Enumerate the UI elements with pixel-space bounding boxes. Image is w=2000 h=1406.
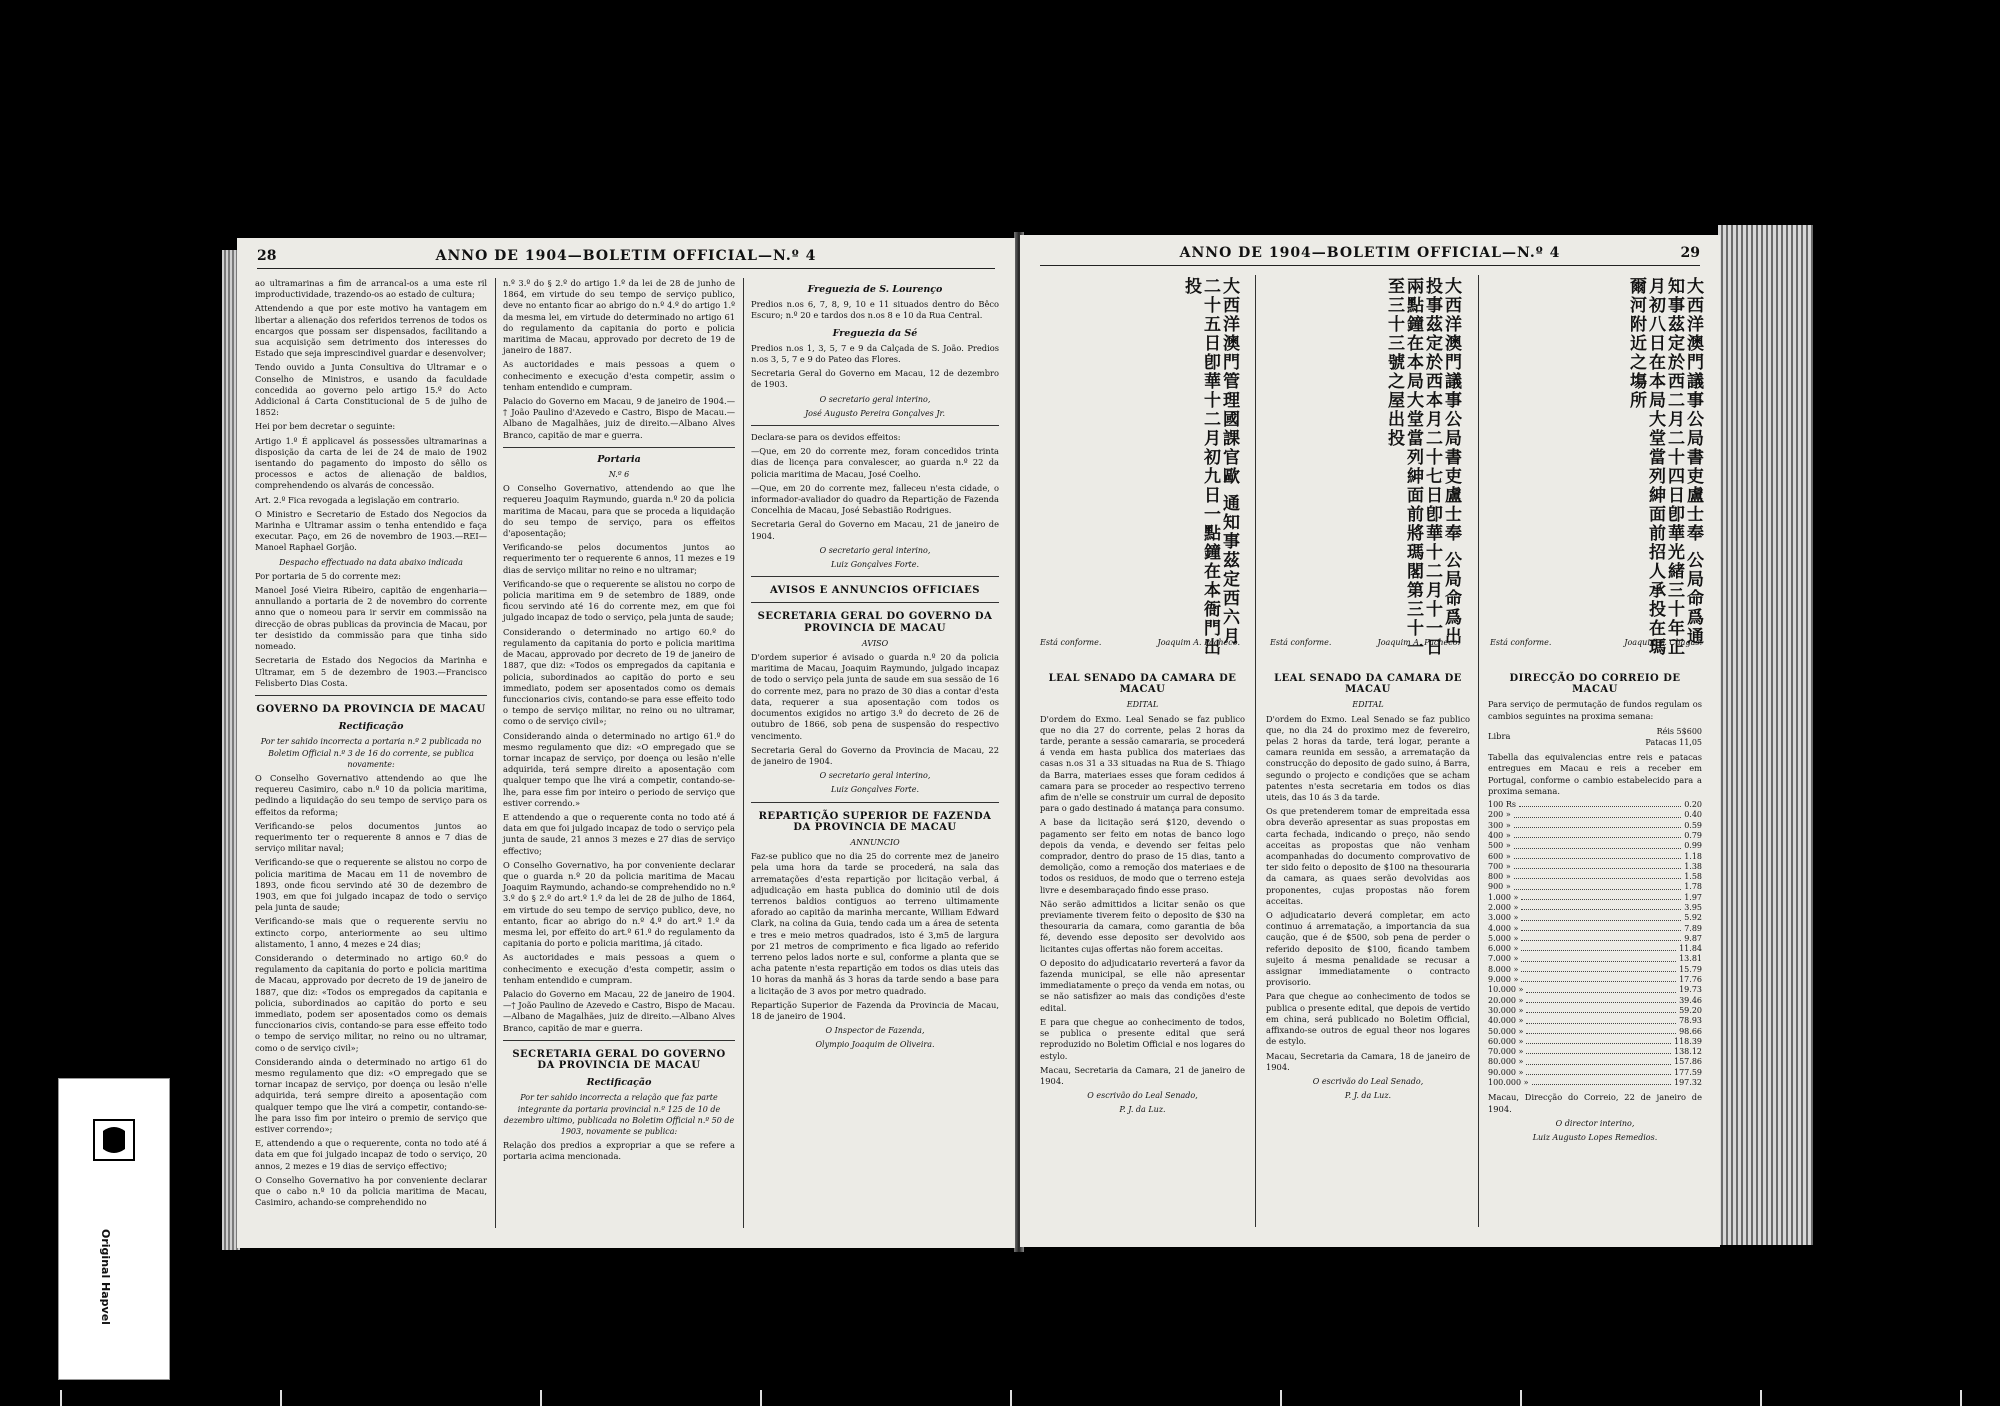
leader-dots: [1521, 913, 1681, 920]
patacas-amount: 78.93: [1679, 1016, 1702, 1026]
paragraph: Secretaria Geral do Governo em Macau, 12 de dezembro de 1903.: [751, 368, 999, 390]
edge-mark: [760, 1390, 762, 1406]
leader-dots: [1514, 831, 1681, 838]
patacas-amount: 1.38: [1684, 861, 1702, 871]
libra-values: [1645, 726, 1702, 748]
page-number: 28: [257, 248, 277, 264]
page-header-title: ANNO DE 1904—BOLETIM OFFICIAL—N.º 4: [435, 248, 817, 264]
paragraph: O Conselho Governativo attendendo ao que lhe requereu Casimiro, cabo n.º 10 da policia maritima, pedindo a liquidação do seu tempo de serviço para os effeitos da reforma;: [255, 772, 487, 817]
leader-dots: [1514, 810, 1681, 817]
reis-amount: 20.000 »: [1488, 995, 1524, 1005]
section-heading: DIRECÇÃO DO CORREIO DE MACAU: [1509, 673, 1681, 696]
patacas-amount: 1.58: [1684, 872, 1702, 882]
paragraph: Secretaria Geral do Governo da Provincia de Macau, 22 de janeiro de 1904.: [751, 744, 999, 766]
reis-amount: 70.000 »: [1488, 1047, 1524, 1057]
signature-name: Joaquim A. Pacheco.: [1377, 638, 1460, 647]
leader-dots: [1532, 1078, 1671, 1085]
table-row: [1488, 913, 1702, 923]
divider: [751, 576, 999, 577]
paragraph: Verificando-se que o requerente se alistou no corpo de policia maritima de Macau em 11 de novembro de 1893, onde ficou servindo até 30 de dezembro de 1903, em que foi julgado incapaz de todo o serviço pela junta de saude;: [255, 857, 487, 913]
patacas-amount: 0.20: [1684, 800, 1702, 810]
paragraph: Hei por bem decretar o seguinte:: [255, 421, 396, 432]
equivalence-table: [1488, 800, 1702, 1088]
leader-dots: [1514, 841, 1681, 848]
paragraph: Predios n.os 6, 7, 8, 9, 10 e 11 situados dentro do Bêco Escuro; n.º 20 e tardos dos n.os 8 e 10 da Rua Central.: [751, 299, 999, 321]
edital-label: EDITAL: [1352, 700, 1384, 710]
table-row: [1488, 924, 1702, 934]
reis-amount: 100.000 »: [1488, 1078, 1529, 1088]
reis-amount: 400 »: [1488, 830, 1511, 840]
reis-amount: 4.000 »: [1488, 923, 1519, 933]
leader-dots: [1526, 985, 1676, 992]
table-row: [1488, 852, 1702, 862]
paragraph: —Que, em 20 do corrente mez, foram concedidos trinta dias de licença para convalescer, ao guarda n.º 22 da policia maritima de Macau, José Coelho.: [751, 446, 999, 479]
signature-title: O secretario geral interino,: [819, 545, 931, 555]
paragraph: Macau, Direcção do Correio, 22 de janeiro de 1904.: [1488, 1092, 1702, 1114]
paragraph: As auctoridades e mais pessoas a quem o conhecimento e execução d'esta competir, assim o tenham entendido e cumpram.: [503, 359, 735, 392]
patacas-amount: 157.86: [1674, 1057, 1702, 1067]
reis-amount: 3.000 »: [1488, 913, 1519, 923]
patacas-amount: 118.39: [1674, 1036, 1702, 1046]
paragraph: Relação dos predios a expropriar a que se refere a portaria acima mencionada.: [503, 1140, 735, 1162]
patacas-amount: 0.79: [1684, 830, 1702, 840]
paragraph: Faz-se publico que no dia 25 do corrente mez de janeiro pela uma hora da tarde se procederá, na sala das arrematações d'esta repartição por licitação verbal, á adjudicação em hasta publica do dominio util de dois terrenos baldios contiguos ao terreno ultimamente aforado ao capitão da marinha mercante, William Edward Clark, na colina da Guia, tendo cada um a área de setenta e tres e meio metros quadrados, isto é 3,m5 de largura por 21 metros de comprimento e fica ligado ao referido terreno pelos lados norte e sul, conforme a planta que se acha patente n'esta repartição em todos os dias uteis das 10 horas da manhã ás 3 horas da tarde sendo a base para a licitação de 3 avos por metro quadrado.: [751, 851, 999, 996]
section-heading: Portaria: [597, 453, 641, 465]
patacas-amount: 17.76: [1679, 975, 1702, 985]
paragraph: O Conselho Governativo, attendendo ao que lhe requereu Joaquim Raymundo, guarda n.º 20 da policia maritima de Macau, para que se proceda a liquidação do seu tempo de serviço, para os effeitos d'aposentação;: [503, 483, 735, 539]
section-heading: REPARTIÇÃO SUPERIOR DE FAZENDA DA PROVINCIA DE MACAU: [758, 810, 992, 833]
paragraph: Os que pretenderem tomar de empreitada essa obra deverão apresentar as suas propostas em carta fechada, indicando o preço, não sendo acceitas as propostas que não venham acompanhadas do documento comprovativo de ter sido feito o deposito de $100 na thesouraria da camara, as quaes serão devolvidas aos proponentes, cujas propostas não forem acceitas.: [1266, 806, 1470, 906]
paragraph: Art. 2.º Fica revogada a legislação em contrario.: [255, 494, 460, 505]
section-heading: AVISOS E ANNUNCIOS OFFICIAES: [770, 585, 980, 597]
chinese-notice-2: 大西洋澳門議事公局書吏盧士奉 公局命爲出投事茲定於西本月二十七日卽華十二月十一日兩點鐘在本局大堂當列紳面前將瑪閣第三十一至三十三號之屋出投: [1384, 277, 1461, 657]
conforme-block-1: [1490, 637, 1702, 648]
paragraph: Tabella das equivalencias entre reis e patacas entregues em Macau e reis a receber em Portugal, conforme o cambio estabelecido para a proxima semana.: [1488, 752, 1702, 796]
reis-amount: 80.000 »: [1488, 1057, 1524, 1067]
reis-amount: 100 Rs: [1488, 800, 1516, 810]
table-row: [1488, 841, 1702, 851]
notice-label: AVISO: [861, 638, 889, 648]
divider: [503, 1040, 735, 1041]
table-row: [1488, 872, 1702, 882]
signature-name: Luiz Gonçalves Forte.: [830, 560, 920, 570]
paragraph: A base da licitação será $120, devendo o pagamento ser feito em notas de banco logo depois da venda, e devendo ser feitas pelo comprador, dentro do praso de 15 dias, tanto a demolição, como a remoção dos materiaes e de todos os residuos, de modo que o terreno esteja livre e desembaraçado findo esse praso.: [1040, 817, 1245, 895]
signature-name: P. J. da Luz.: [1344, 1091, 1392, 1101]
table-row: [1488, 1006, 1702, 1016]
leader-dots: [1526, 1006, 1676, 1013]
patacas-amount: 59.20: [1679, 1005, 1702, 1015]
reis-value: Réis 5$600: [1656, 726, 1702, 736]
chinese-notice-1: 大西洋澳門議事公局書吏盧士奉 公局命爲通知事茲定於西二月二十四日卽華光緒三十年正月初八日在本局大堂當列紳面前招人承投在瑪爾河附近之塲所: [1626, 277, 1703, 657]
leader-dots: [1521, 893, 1681, 900]
paragraph: E para que chegue ao conhecimento de todos, se publica o presente edital que será reproduzido no Boletim Official e nos logares do estylo.: [1040, 1016, 1245, 1061]
paragraph: Tendo ouvido a Junta Consultiva do Ultramar e o Conselho de Ministros, e usando da faculdade concedida ao governo pelo artigo 15.º do Acto Addicional á Carta Constitucional de 5 de julho de 1852:: [255, 362, 487, 418]
patacas-amount: 98.66: [1679, 1026, 1702, 1036]
paragraph: —Que, em 20 do corrente mez, falleceu n'esta cidade, o informador-avaliador do quadro da Repartição de Fazenda Concelhia de Macau, José Sebastião Rodrigues.: [751, 482, 999, 516]
leader-dots: [1521, 954, 1676, 961]
leader-dots: [1514, 862, 1681, 869]
paragraph: Attendendo a que por este motivo ha vantagem em libertar a alienação dos referidos terrenos de todos os encargos que possam ser dispensados, facilitando a sua acquisição sem detrimento dos interesses do Estado que seja imprescindivel guardar e desenvolver;: [255, 303, 487, 359]
reis-amount: 1.000 »: [1488, 892, 1519, 902]
reis-amount: 9.000 »: [1488, 975, 1519, 985]
patacas-amount: 197.32: [1674, 1078, 1702, 1088]
note: Por ter sahido incorrecta a relação que faz parte integrante da portaria provincial n.º 125 de 10 de dezembro ultimo, publicada no Boletim Official n.º 50 de 1903, novamente se publica:: [503, 1093, 735, 1137]
signature-name: José Augusto Pereira Gonçalves Jr.: [804, 408, 946, 418]
paragraph: Manoel José Vieira Ribeiro, capitão de engenharia—annullando a portaria de 2 de novembro do corrente anno que o nomeou para ir servir em commissão na direcção de obras publicas da provincia de Macau, por ter desistido da commissão para que tinha sido nomeado.: [255, 585, 487, 652]
edge-mark: [1960, 1390, 1962, 1406]
column-rule: [1255, 275, 1256, 1227]
left-page: [237, 238, 1015, 1248]
leader-dots: [1526, 1016, 1676, 1023]
paragraph: O adjudicatario deverá completar, em acto continuo á arrematação, a importancia da sua caução, que é de $500, sob pena de perder o referido deposito de $100, ficando tambem sujeito á mesma penalidade se recusar a assignar immediatamente o contracto provisorio.: [1266, 910, 1470, 988]
table-row: [1488, 800, 1702, 810]
patacas-amount: 15.79: [1679, 964, 1702, 974]
paragraph: Para que chegue ao conhecimento de todos se publica o presente edital, que depois de vertido em china, será publicado no Boletim Official, affixando-se outros de egual theor nos logares de estylo.: [1266, 991, 1470, 1047]
table-row: [1488, 1047, 1702, 1057]
paragraph: Declara-se para os devidos effeitos:: [751, 432, 901, 443]
leader-dots: [1526, 1047, 1671, 1054]
table-row: [1488, 934, 1702, 944]
film-edge-marks: [0, 1390, 2000, 1406]
conforme: Está conforme.: [1270, 638, 1332, 647]
section-subheading: Freguezia de S. Lourenço: [807, 284, 943, 295]
table-row: [1488, 1057, 1702, 1067]
leader-dots: [1521, 903, 1681, 910]
signature-title: O escrivão do Leal Senado,: [1087, 1091, 1198, 1101]
patacas-value: Patacas 11,05: [1645, 738, 1702, 748]
paragraph: Considerando ainda o determinado no artigo 61.º do mesmo regulamento que diz: «O empregado que se tornar incapaz de serviço, por doença ou lesão n'elle adquirida, terá sempre direito a aposentação com qualquer tempo que lhe virá a competir, contando-se-lhe, para esse fim por inteiro o periodo de serviço que estiver correndo.»: [503, 730, 735, 808]
patacas-amount: 5.92: [1684, 913, 1702, 923]
leader-dots: [1526, 1027, 1676, 1034]
reis-amount: 6.000 »: [1488, 944, 1519, 954]
column-rule: [495, 278, 496, 1228]
table-row: [1488, 1027, 1702, 1037]
leader-dots: [1526, 996, 1676, 1003]
leader-dots: [1521, 924, 1681, 931]
paragraph: Macau, Secretaria da Camara, 18 de janeiro de 1904.: [1266, 1050, 1470, 1072]
paragraph: Artigo 1.º É applicavel ás possessões ultramarinas a disposição da carta de lei de 24 de maio de 1902 isentando do pagamento do imposto do sêllo os processos e actos de alienação de baldios, comprehendendo os alvarás de concessão.: [255, 435, 487, 491]
section-heading: GOVERNO DA PROVINCIA DE MACAU: [256, 703, 486, 715]
chinese-notice-3: 大西洋澳門管理國課官歐 通知事茲定西六月二十五日卽華十二月初九日一點鐘在本衙門出投: [1181, 277, 1239, 657]
portaria-number: N.º 6: [608, 470, 630, 480]
paragraph: E, attendendo a que o requerente, conta no todo até á data em que foi julgado incapaz de todo o serviço, 20 annos, 2 mezes e 19 dias de serviço effectivo;: [255, 1138, 487, 1171]
page-number: 29: [1680, 245, 1700, 261]
table-row: [1488, 810, 1702, 820]
reis-amount: 10.000 »: [1488, 985, 1524, 995]
paragraph: Secretaria de Estado dos Negocios da Marinha e Ultramar, em 5 de dezembro de 1903.—Francisco Felisberto Dias Costa.: [255, 655, 487, 688]
section-subheading: Rectificação: [338, 721, 404, 733]
paragraph: Repartição Superior de Fazenda da Provincia de Macau, 18 de janeiro de 1904.: [751, 999, 999, 1021]
reis-amount: 8.000 »: [1488, 964, 1519, 974]
signature-name: Luiz Augusto Lopes Remedios.: [1532, 1132, 1658, 1142]
divider: [751, 425, 999, 426]
section-heading: SECRETARIA GERAL DO GOVERNO DA PROVINCIA DE MACAU: [757, 611, 993, 634]
paragraph: Para serviço de permutação de fundos regulam os cambios seguintes na proxima semana:: [1488, 699, 1702, 721]
section-heading: SECRETARIA GERAL DO GOVERNO DA PROVINCIA DE MACAU: [512, 1048, 726, 1071]
paragraph: Verificando-se mais que o requerente serviu no extincto corpo, anteriormente ao seu ultimo alistamento, 1 anno, 4 mezes e 24 dias;: [255, 916, 487, 949]
paragraph: D'ordem do Exmo. Leal Senado se faz publico que, no dia 24 do proximo mez de fevereiro, pelas 2 horas da tarde, terá logar, perante a camara reunida em sessão, a arrematação da construcção do deposito de gado suino, á Barra, segundo o projecto e condições que se acham patentes n'esta secretaria em todos os dias uteis, das 10 ás 3 da tarde.: [1266, 713, 1470, 803]
patacas-amount: 177.59: [1674, 1067, 1702, 1077]
patacas-amount: 0.40: [1684, 810, 1702, 820]
archive-label: Original Hapvel: [99, 1229, 112, 1325]
paragraph: D'ordem do Exmo. Leal Senado se faz publico que no dia 27 do corrente, pelas 2 horas da tarde, perante a sessão camararia, se procederá á venda em hasta publica dos materiaes das casas n.os 31 a 33 situadas na Rua de S. Thiago da Barra, materiaes esses que foram cedidos á camara para se proceder ao respectivo terreno afim de n'elle se construir um curral de deposito para o gado destinado á matança para consumo.: [1040, 713, 1245, 814]
paragraph: Palacio do Governo em Macau, 9 de janeiro de 1904.—† João Paulino d'Azevedo e Castro, Bispo de Macau.—Albano de Magalhães, juiz de direito.—Albano Alves Branco, capitão de mar e guerra.: [503, 396, 735, 440]
reis-amount: 2.000 »: [1488, 903, 1519, 912]
table-row: [1488, 965, 1702, 975]
leal-senado-edital-1: [1040, 665, 1245, 1119]
reis-amount: 90.000 »: [1488, 1067, 1524, 1077]
patacas-amount: 9.87: [1684, 933, 1702, 943]
right-page: [1020, 235, 1720, 1247]
leader-dots: [1519, 800, 1681, 807]
reis-amount: 200 »: [1488, 810, 1511, 820]
paragraph: ao ultramarinas a fim de arrancal-os a uma este ril improductividade, trazendo-os ao estado de cultura;: [255, 278, 487, 300]
leader-dots: [1521, 934, 1681, 941]
patacas-amount: 39.46: [1679, 995, 1702, 1005]
table-row: [1488, 882, 1702, 892]
leader-dots: [1514, 882, 1681, 889]
leal-senado-edital-2: [1266, 665, 1470, 1104]
signature-title: O Inspector de Fazenda,: [825, 1026, 925, 1036]
signature-title: O director interino,: [1555, 1118, 1635, 1128]
left-column-3: [751, 278, 999, 1054]
conforme-block-3: [1040, 637, 1240, 648]
table-row: [1488, 944, 1702, 954]
signature-title: O secretario geral interino,: [819, 771, 931, 781]
signature-title: O secretario geral interino,: [819, 394, 931, 404]
paragraph: O Conselho Governativo, ha por conveniente declarar que o guarda n.º 20 da policia maritima de Macau Joaquim Raymundo, achando-se comprehendido no n.º 3.º do § 2.º do art.º 1.º da lei de 28 de julho de 1864, em virtude do seu tempo de serviço publico, deve, no entanto, ficar ao abrigo do n.º 4.º do art.º 1.º da mesma lei, por effeito do art.º 61.º do regulamento da capitania do porto e policia maritima, já citado.: [503, 859, 735, 949]
column-rule: [1478, 275, 1479, 1227]
archive-badge: [58, 1078, 170, 1380]
patacas-amount: 1.78: [1684, 882, 1702, 892]
signature-name: Joaquim F. Chagas.: [1624, 638, 1702, 647]
edge-mark: [1010, 1390, 1012, 1406]
leader-dots: [1526, 1057, 1671, 1064]
libra-rate: [1488, 726, 1702, 748]
reis-amount: 700 »: [1488, 861, 1511, 871]
patacas-amount: 13.81: [1679, 954, 1702, 964]
signature-name: Joaquim A. Pacheco.: [1157, 638, 1240, 647]
leader-dots: [1521, 944, 1676, 951]
leader-dots: [1521, 965, 1676, 972]
divider: [751, 602, 999, 603]
conforme: Está conforme.: [1490, 638, 1552, 647]
paragraph: Macau, Secretaria da Camara, 21 de janeiro de 1904.: [1040, 1064, 1245, 1086]
reis-amount: 40.000 »: [1488, 1016, 1524, 1026]
paragraph: Secretaria Geral do Governo em Macau, 21 de janeiro de 1904.: [751, 519, 999, 541]
edge-mark: [1760, 1390, 1762, 1406]
divider: [751, 802, 999, 803]
table-row: [1488, 954, 1702, 964]
leader-dots: [1526, 1068, 1671, 1075]
notice-label: ANNUNCIO: [850, 837, 900, 847]
patacas-amount: 19.73: [1679, 985, 1702, 995]
signature-name: Luiz Gonçalves Forte.: [830, 785, 920, 795]
table-row: [1488, 1078, 1702, 1088]
conforme: Está conforme.: [1040, 638, 1102, 647]
table-row: [1488, 1016, 1702, 1026]
table-row: [1488, 903, 1702, 913]
paragraph: O Conselho Governativo ha por conveniente declarar que o cabo n.º 10 da policia maritima de Macau, Casimiro, achando-se comprehendido no: [255, 1174, 487, 1208]
reis-amount: 900 »: [1488, 882, 1511, 892]
table-row: [1488, 862, 1702, 872]
reis-amount: 600 »: [1488, 851, 1511, 861]
reis-amount: 60.000 »: [1488, 1036, 1524, 1046]
reis-amount: 50.000 »: [1488, 1026, 1524, 1036]
patacas-amount: 3.95: [1684, 903, 1702, 912]
paragraph: Considerando o determinado no artigo 60.º do regulamento da capitania do porto e policia maritima de Macau, approvado por decreto de 19 de janeiro de 1887, que diz: «Todos os empregados da capitania e policia, subordinados ao capitão do porto e seu immediato, podem ser aposentados como os demais funccionarios civis, contando-se para esse effeito todo o tempo de serviço militar, no reino ou no ultramar, como o de serviço civil»;: [255, 952, 487, 1053]
table-row: [1488, 1068, 1702, 1078]
reis-amount: 5.000 »: [1488, 933, 1519, 943]
archive-logo-icon: [93, 1119, 135, 1161]
leader-dots: [1514, 852, 1681, 859]
section-heading: LEAL SENADO DA CAMARA DE MACAU: [1048, 673, 1237, 696]
paragraph: Não serão admittidos a licitar senão os que previamente tiverem feito o deposito de $30 na thesouraria da camara, como garantia de bôa fé, devendo esse deposito ser devolvido aos licitantes cujas offertas não forem acceitas.: [1040, 898, 1245, 954]
note: Por ter sahido incorrecta a portaria n.º 2 publicada no Boletim Official n.º 3 de 16 do corrente, se publica novamente:: [260, 737, 482, 769]
correio-exchange-table: [1488, 665, 1702, 1146]
reis-amount: 800 »: [1488, 872, 1511, 882]
leader-dots: [1514, 872, 1681, 879]
page-header: [257, 246, 995, 269]
patacas-amount: 0.99: [1684, 841, 1702, 851]
edge-mark: [1520, 1390, 1522, 1406]
table-row: [1488, 831, 1702, 841]
paragraph: O Ministro e Secretario de Estado dos Negocios da Marinha e Ultramar assim o tenha entendido e faça executar. Paço, em 26 de novembro de 1903.—REI—Manoel Raphael Gorjão.: [255, 508, 487, 553]
libra-label: Libra: [1488, 731, 1511, 742]
edge-mark: [60, 1390, 62, 1406]
edge-mark: [280, 1390, 282, 1406]
column-rule: [743, 278, 744, 1228]
paragraph: Verificando-se pelos documentos juntos ao requerimento ter o requerente 6 annos, 11 mezes e 19 dias de serviço militar no reino e no ultramar;: [503, 542, 735, 575]
left-column-1: [255, 278, 487, 1211]
patacas-amount: 138.12: [1674, 1047, 1702, 1057]
patacas-amount: 1.97: [1684, 892, 1702, 902]
leader-dots: [1521, 975, 1676, 982]
paragraph: Considerando o determinado no artigo 60.º do regulamento da capitania do porto e policia maritima de Macau, approvado por decreto de 19 de janeiro de 1887, que diz: «Todos os empregados da capitania e policia, subordinados ao capitão do porto e seu immediato, podem ser aposentados como os demais funccionarios civis, contando-se para esse effeito todo o tempo de serviço militar, no reino ou no ultramar, como o de serviço civil»;: [503, 626, 735, 727]
edge-mark: [540, 1390, 542, 1406]
paragraph: As auctoridades e mais pessoas a quem o conhecimento e execução d'esta competir, assim o tenham entendido e cumpram.: [503, 952, 735, 985]
edge-mark: [1280, 1390, 1282, 1406]
conforme-block-2: [1270, 637, 1460, 648]
section-subheading: Freguezia da Sé: [832, 327, 918, 339]
paragraph: Por portaria de 5 do corrente mez:: [255, 570, 401, 581]
section-heading: LEAL SENADO DA CAMARA DE MACAU: [1274, 673, 1462, 696]
dispatch-note: Despacho effectuado na data abaixo indicada: [279, 557, 463, 567]
patacas-amount: 0.59: [1684, 820, 1702, 830]
paragraph: Verificando-se que o requerente se alistou no corpo de policia maritima em 9 de setembro de 1889, onde ficou servindo até 16 do corrente mez, em que foi julgado incapaz de todo o serviço, pela junta de saude;: [503, 578, 735, 623]
paragraph: E attendendo a que o requerente conta no todo até á data em que foi julgado incapaz de todo o serviço pela junta de saude, 21 annos 3 mezes e 27 dias de serviço effectivo;: [503, 811, 735, 856]
signature-name: P. J. da Luz.: [1119, 1105, 1166, 1115]
paragraph: D'ordem superior é avisado o guarda n.º 20 da policia maritima de Macau, Joaquim Raymundo, julgado incapaz de todo o serviço pela junta de saude em sua sessão de 16 do corrente mez, para no prazo de 30 dias a contar d'esta data, requerer a sua aposentação com todos os documentos exigidos no artigo 3.º do decreto de 26 de outubro de 1866, sob pena de suspensão do respectivo vencimento.: [751, 652, 999, 741]
table-row: [1488, 985, 1702, 995]
table-row: [1488, 821, 1702, 831]
left-column-2: [503, 278, 735, 1166]
table-row: [1488, 996, 1702, 1006]
table-row: [1488, 975, 1702, 985]
section-subheading: Rectificação: [586, 1077, 652, 1089]
table-row: [1488, 1037, 1702, 1047]
paragraph: Considerando ainda o determinado no artigo 61 do mesmo regulamento que diz: «O empregado que se tornar incapaz de serviço, por doença ou lesão n'elle adquirida, terá sempre direito a aposentação com qualquer tempo que lhe virá a competir, contando-se-lhe para isso fim por inteiro o premio de serviço que estiver correndo»;: [255, 1056, 487, 1135]
page-header: [1040, 243, 1700, 266]
signature-name: Olympio Joaquim de Oliveira.: [815, 1040, 935, 1050]
paragraph: Verificando-se pelos documentos juntos ao requerimento ter o requerente 8 annos e 7 dias de serviço militar naval;: [255, 820, 487, 854]
paragraph: Palacio do Governo em Macau, 22 de janeiro de 1904.—† João Paulino de Azevedo e Castro, Bispo de Macau.—Albano de Magalhães, juiz de direito.—Albano Alves Branco, capitão de mar e guerra.: [503, 988, 735, 1033]
patacas-amount: 7.89: [1684, 923, 1702, 933]
divider: [255, 695, 487, 696]
table-row: [1488, 893, 1702, 903]
patacas-amount: 1.18: [1684, 851, 1702, 861]
patacas-amount: 11.84: [1679, 944, 1702, 954]
edital-label: EDITAL: [1126, 700, 1159, 710]
paragraph: O deposito do adjudicatario reverterá a favor da fazenda municipal, se elle não apresentar immediatamente o preço da venda em notas, ou se não satisfizer ao mais das condições d'este edital.: [1040, 957, 1245, 1013]
page-edge-right: [1718, 225, 1813, 1245]
paragraph: n.º 3.º do § 2.º do artigo 1.º da lei de 28 de junho de 1864, em virtude do seu tempo de serviço publico, deve no entanto ficar ao abrigo do n.º 4.º do artigo 1.º da mesma lei, em virtude do determinado no artigo 61 do regulamento da capitania do porto e policia maritima de Macau, approvado por decreto de 19 de janeiro de 1887.: [503, 278, 735, 356]
reis-amount: 300 »: [1488, 820, 1511, 830]
reis-amount: 30.000 »: [1488, 1005, 1524, 1015]
reis-amount: 7.000 »: [1488, 954, 1519, 964]
reis-amount: 500 »: [1488, 841, 1511, 851]
leader-dots: [1526, 1037, 1671, 1044]
divider: [503, 447, 735, 448]
signature-title: O escrivão do Leal Senado,: [1312, 1076, 1424, 1086]
leader-dots: [1514, 821, 1681, 828]
page-header-title: ANNO DE 1904—BOLETIM OFFICIAL—N.º 4: [1179, 245, 1561, 261]
paragraph: Predios n.os 1, 3, 5, 7 e 9 da Calçada de S. João. Predios n.os 3, 5, 7 e 9 do Pateo das Flores.: [751, 342, 999, 365]
